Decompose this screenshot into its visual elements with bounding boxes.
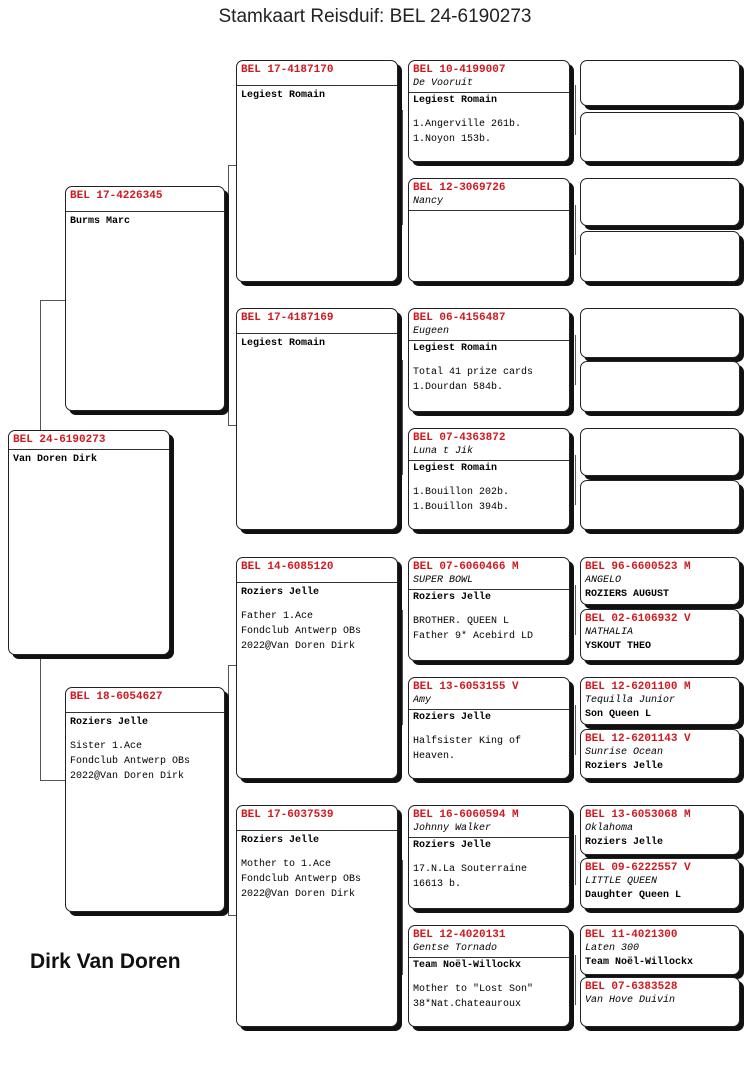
owner: Roziers Jelle bbox=[413, 592, 492, 603]
pigeon-name: Oklahoma bbox=[585, 823, 634, 834]
remark: Halfsister King of Heaven. bbox=[413, 736, 522, 762]
owner bbox=[409, 211, 569, 213]
ring-number: BEL 17-4226345 bbox=[70, 190, 163, 202]
owner bbox=[581, 483, 739, 485]
ring-number: BEL 14-6085120 bbox=[241, 561, 334, 573]
owner: Roziers Jelle bbox=[413, 712, 492, 723]
pigeon-card-fm[interactable] bbox=[236, 308, 398, 530]
ring-number: BEL 13-6053155 V bbox=[413, 681, 519, 693]
owner: Legiest Romain bbox=[413, 463, 498, 474]
pigeon-card-fff[interactable] bbox=[408, 60, 570, 162]
pigeon-card-fmm[interactable] bbox=[408, 428, 570, 530]
remark: Father 1.Ace Fondclub Antwerp OBs 2022@Van Doren Dirk bbox=[241, 611, 362, 652]
owner: Team Noël-Willockx bbox=[585, 957, 694, 968]
pigeon-name: NATHALIA bbox=[585, 627, 634, 638]
pigeon-card-g5-4[interactable] bbox=[580, 231, 740, 282]
breeder-signature: Dirk Van Doren bbox=[30, 950, 181, 973]
owner: Roziers Jelle bbox=[585, 761, 664, 772]
remark: Mother to "Lost Son" 38*Nat.Chateauroux bbox=[413, 984, 534, 1010]
remark: 17.N.La Souterraine 16613 b. bbox=[413, 864, 528, 890]
pigeon-card-mf[interactable] bbox=[236, 557, 398, 779]
pigeon-card-g5-13[interactable] bbox=[580, 805, 740, 855]
pigeon-card-ffm[interactable] bbox=[408, 178, 570, 282]
page-title: Stamkaart Reisduif: BEL 24-6190273 bbox=[218, 6, 532, 27]
owner: Van Doren Dirk bbox=[13, 454, 98, 465]
ring-number: BEL 17-4187169 bbox=[241, 312, 334, 324]
pigeon-card-mmm[interactable] bbox=[408, 925, 570, 1027]
owner: Legiest Romain bbox=[241, 338, 326, 349]
pigeon-card-mff[interactable] bbox=[408, 557, 570, 661]
pigeon-card-g5-12[interactable] bbox=[580, 729, 740, 779]
owner bbox=[581, 181, 739, 183]
ring-number: BEL 13-6053068 M bbox=[585, 809, 691, 821]
pigeon-card-g5-16[interactable] bbox=[580, 977, 740, 1027]
pigeon-card-g5-2[interactable] bbox=[580, 112, 740, 162]
owner: Son Queen L bbox=[585, 709, 652, 720]
ring-number: BEL 06-4156487 bbox=[413, 312, 506, 324]
owner bbox=[581, 115, 739, 117]
owner: Team Noël-Willockx bbox=[413, 960, 522, 971]
owner: Daughter Queen L bbox=[585, 890, 682, 901]
remark: Total 41 prize cards 1.Dourdan 584b. bbox=[413, 367, 534, 393]
pigeon-card-fmf[interactable] bbox=[408, 308, 570, 412]
ring-number: BEL 07-6060466 M bbox=[413, 561, 519, 573]
ring-number: BEL 17-6037539 bbox=[241, 809, 334, 821]
owner bbox=[581, 311, 739, 313]
owner: Roziers Jelle bbox=[413, 840, 492, 851]
pigeon-name: LITTLE QUEEN bbox=[585, 876, 658, 887]
pigeon-card-g5-14[interactable] bbox=[580, 858, 740, 909]
pigeon-name: SUPER BOWL bbox=[413, 575, 474, 586]
owner: ROZIERS AUGUST bbox=[585, 589, 670, 600]
pigeon-name: De Vooruit bbox=[413, 78, 474, 89]
remark: 1.Angerville 261b. 1.Noyon 153b. bbox=[413, 119, 522, 145]
ring-number: BEL 11-4021300 bbox=[585, 929, 678, 941]
pigeon-card-g5-9[interactable] bbox=[580, 557, 740, 605]
ring-number: BEL 12-6201100 M bbox=[585, 681, 691, 693]
pigeon-name: Nancy bbox=[413, 196, 444, 207]
pigeon-card-g5-15[interactable] bbox=[580, 925, 740, 975]
pigeon-card-g5-11[interactable] bbox=[580, 677, 740, 725]
pigeon-card-ff[interactable] bbox=[236, 60, 398, 282]
owner bbox=[581, 234, 739, 236]
ring-number: BEL 12-6201143 V bbox=[585, 733, 691, 745]
ring-number: BEL 10-4199007 bbox=[413, 64, 506, 76]
owner: Burms Marc bbox=[70, 216, 131, 227]
ring-number: BEL 09-6222557 V bbox=[585, 862, 691, 874]
remark: 1.Bouillon 202b. 1.Bouillon 394b. bbox=[413, 487, 510, 513]
owner: Roziers Jelle bbox=[585, 837, 664, 848]
remark: Mother to 1.Ace Fondclub Antwerp OBs 2022@Van Doren Dirk bbox=[241, 859, 362, 900]
pigeon-card-g5-3[interactable] bbox=[580, 178, 740, 226]
owner: Legiest Romain bbox=[413, 343, 498, 354]
owner: Roziers Jelle bbox=[241, 835, 320, 846]
pigeon-card-g5-6[interactable] bbox=[580, 361, 740, 412]
pigeon-card-g5-1[interactable] bbox=[580, 60, 740, 106]
pigeon-name: Van Hove Duivin bbox=[585, 995, 676, 1006]
pigeon-name: Tequilla Junior bbox=[585, 695, 676, 706]
pigeon-name: ANGELO bbox=[585, 575, 622, 586]
owner bbox=[581, 364, 739, 366]
pigeon-card-g5-5[interactable] bbox=[580, 308, 740, 358]
pigeon-card-g5-7[interactable] bbox=[580, 428, 740, 476]
pigeon-name: Eugeen bbox=[413, 326, 450, 337]
owner bbox=[581, 63, 739, 65]
owner: Legiest Romain bbox=[413, 95, 498, 106]
ring-number: BEL 17-4187170 bbox=[241, 64, 334, 76]
owner: Roziers Jelle bbox=[241, 587, 320, 598]
pigeon-name: Gentse Tornado bbox=[413, 943, 498, 954]
ring-number: BEL 12-3069726 bbox=[413, 182, 506, 194]
ring-number: BEL 24-6190273 bbox=[13, 434, 106, 446]
ring-number: BEL 16-6060594 M bbox=[413, 809, 519, 821]
owner: Roziers Jelle bbox=[70, 717, 149, 728]
owner bbox=[581, 1007, 739, 1009]
pigeon-card-mother[interactable] bbox=[65, 687, 225, 912]
pigeon-card-mmf[interactable] bbox=[408, 805, 570, 909]
owner bbox=[581, 431, 739, 433]
pigeon-card-father[interactable] bbox=[65, 186, 225, 411]
pigeon-card-g5-8[interactable] bbox=[580, 480, 740, 530]
ring-number: BEL 02-6106932 V bbox=[585, 613, 691, 625]
owner: YSKOUT THEO bbox=[585, 641, 652, 652]
owner: Legiest Romain bbox=[241, 90, 326, 101]
ring-number: BEL 07-6383528 bbox=[585, 981, 678, 993]
ring-number: BEL 18-6054627 bbox=[70, 691, 163, 703]
ring-number: BEL 12-4020131 bbox=[413, 929, 506, 941]
remark: BROTHER. QUEEN L Father 9* Acebird LD bbox=[413, 616, 534, 642]
pigeon-name: Johnny Walker bbox=[413, 823, 492, 834]
remark: Sister 1.Ace Fondclub Antwerp OBs 2022@Van Doren Dirk bbox=[70, 741, 191, 782]
pigeon-name: Sunrise Ocean bbox=[585, 747, 664, 758]
pigeon-card-subject[interactable] bbox=[8, 430, 170, 655]
pigeon-card-mm[interactable] bbox=[236, 805, 398, 1027]
pigeon-name: Luna t Jik bbox=[413, 446, 474, 457]
ring-number: BEL 07-4363872 bbox=[413, 432, 506, 444]
ring-number: BEL 96-6600523 M bbox=[585, 561, 691, 573]
pigeon-card-mfm[interactable] bbox=[408, 677, 570, 779]
pigeon-card-g5-10[interactable] bbox=[580, 609, 740, 661]
pigeon-name: Amy bbox=[413, 695, 432, 706]
pigeon-name: Laten 300 bbox=[585, 943, 640, 954]
